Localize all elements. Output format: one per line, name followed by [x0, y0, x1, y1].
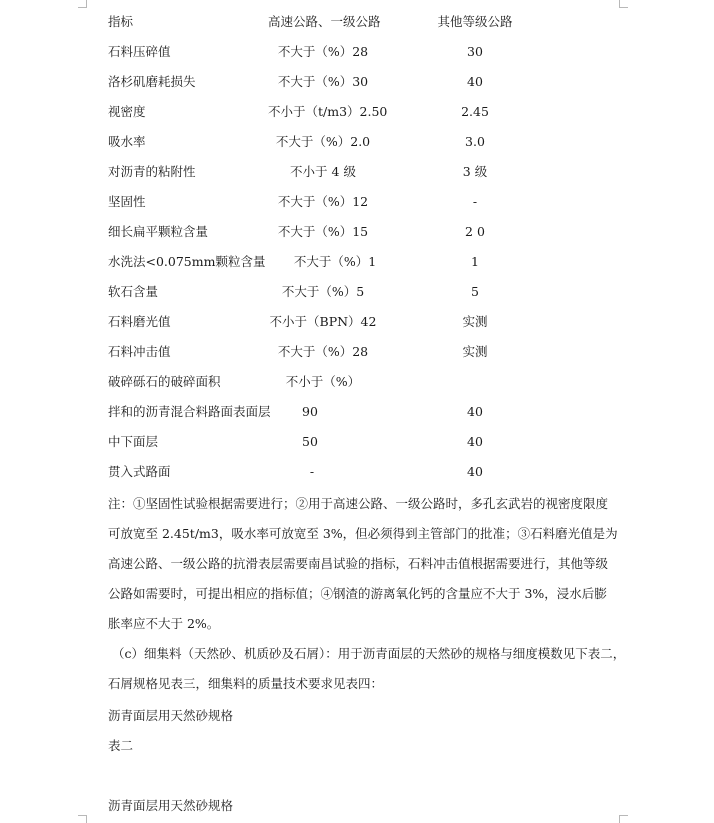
row-name: 视密度: [108, 104, 146, 119]
table-row: [0, 210, 714, 240]
table-label: 表二: [108, 738, 134, 753]
row-name: 软石含量: [108, 284, 159, 299]
row-other-value: 3 级: [462, 164, 488, 179]
row-other-value: 1: [471, 254, 479, 269]
table-row: [0, 360, 714, 390]
row-highway-value: 不大于（%）30: [277, 74, 369, 89]
table-row: [0, 390, 714, 420]
header-other-roads: 其他等级公路: [437, 14, 513, 29]
row-name: 拌和的沥青混合料路面表面层: [108, 404, 271, 419]
row-name: 吸水率: [108, 134, 146, 149]
table-row: [0, 30, 714, 60]
row-name: 中下面层: [108, 434, 159, 449]
table-row: [0, 240, 714, 270]
row-other-value: 5: [471, 284, 479, 299]
row-highway-value: 不小于（BPN）42: [269, 314, 377, 329]
row-highway-value: 不大于（%）28: [277, 44, 369, 59]
row-other-value: 2.45: [461, 104, 489, 119]
crop-mark-bottom-right-h: [619, 815, 628, 816]
crop-mark-bottom-left-v: [86, 815, 87, 823]
note-line: 注：①坚固性试验根据需要进行；②用于高速公路、一级公路时，多孔玄武岩的视密度限度: [108, 496, 609, 511]
row-highway-value: 不大于（%）28: [277, 344, 369, 359]
row-name: 坚固性: [108, 194, 146, 209]
row-other-value: 40: [467, 464, 483, 479]
row-highway-value: 不小于 4 级: [290, 164, 356, 179]
table-note: [108, 489, 618, 639]
row-other-value: 实测: [462, 344, 488, 359]
note-line: 高速公路、一级公路的抗滑表层需要南昌试验的指标，石料冲击值根据需要进行，其他等级: [108, 556, 609, 571]
row-other-value: 实测: [462, 314, 488, 329]
crop-mark-bottom-left-h: [78, 815, 87, 816]
row-other-value: -: [472, 194, 478, 209]
note-line: 胀率应不大于 2%。: [108, 616, 220, 631]
row-highway-value: 不大于（%）5: [281, 284, 365, 299]
row-highway-value: 不小于（t/m3）2.50: [268, 104, 388, 119]
row-name: 石料磨光值: [108, 314, 171, 329]
row-highway-value: 不大于（%）2.0: [275, 134, 371, 149]
row-highway-value: -: [309, 464, 315, 479]
table-row: [0, 270, 714, 300]
row-other-value: 30: [467, 44, 483, 59]
note-line: 可放宽至 2.45t/m3，吸水率可放宽至 3%，但必须得到主管部门的批准；③石料磨光值是为: [108, 526, 618, 541]
row-highway-value: 90: [302, 404, 318, 419]
row-name: 破碎砾石的破碎面积: [108, 374, 221, 389]
table-row: [0, 450, 714, 480]
row-other-value: 3.0: [465, 134, 485, 149]
row-name: 石料压碎值: [108, 44, 171, 59]
table-row: [0, 60, 714, 90]
row-highway-value: 不小于（%）: [285, 374, 361, 389]
row-name: 洛杉矶磨耗损失: [108, 74, 196, 89]
row-other-value: 40: [467, 74, 483, 89]
row-name: 水洗法<0.075mm颗粒含量: [108, 254, 266, 269]
crop-mark-bottom-right-v: [619, 815, 620, 823]
fine-aggregate-paragraph: [108, 639, 626, 699]
note-line: 公路如需要时，可提出相应的指标值；④钢渣的游离氧化钙的含量应不大于 3%，浸水后膨: [108, 586, 607, 601]
row-highway-value: 不大于（%）1: [293, 254, 377, 269]
table-header-row: [0, 0, 714, 30]
table-row: [0, 420, 714, 450]
table-row: [0, 300, 714, 330]
header-indicator: 指标: [108, 14, 134, 29]
row-name: 细长扁平颗粒含量: [108, 224, 209, 239]
row-name: 石料冲击值: [108, 344, 171, 359]
table-row: [0, 150, 714, 180]
header-highway: 高速公路、一级公路: [268, 14, 381, 29]
row-other-value: 40: [467, 404, 483, 419]
table-row: [0, 330, 714, 360]
table-row: [0, 180, 714, 210]
row-highway-value: 50: [302, 434, 318, 449]
row-highway-value: 不大于（%）15: [277, 224, 369, 239]
row-name: 对沥青的粘附性: [108, 164, 196, 179]
paragraph-line: 石屑规格见表三，细集料的质量技术要求见表四：: [108, 676, 384, 691]
row-name: 贯入式路面: [108, 464, 171, 479]
table-row: [0, 90, 714, 120]
row-highway-value: 不大于（%）12: [277, 194, 369, 209]
caption-natural-sand-spec-repeat: 沥青面层用天然砂规格: [108, 798, 234, 813]
caption-natural-sand-spec: 沥青面层用天然砂规格: [108, 708, 234, 723]
paragraph-line: （c）细集料（天然砂、机质砂及石屑）：用于沥青面层的天然砂的规格与细度模数见下表二，: [112, 646, 626, 661]
row-other-value: 40: [467, 434, 483, 449]
table-row: [0, 120, 714, 150]
row-other-value: 2 0: [465, 224, 485, 239]
